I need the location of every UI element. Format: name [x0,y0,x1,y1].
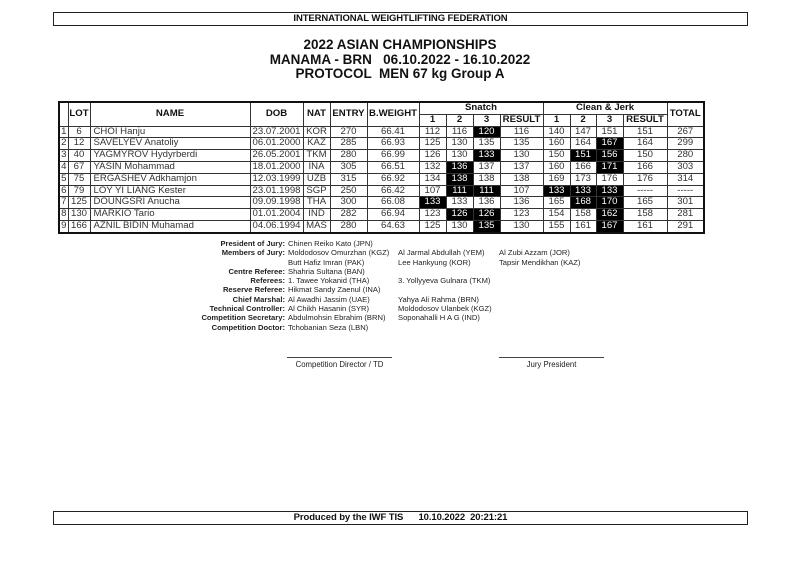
rank-cell: 9 [59,220,68,232]
snatch-attempt: 126 [419,150,446,162]
total-cell: 281 [667,209,704,221]
cj-attempt: 147 [570,126,596,138]
lot-cell: 166 [68,220,90,232]
cj-attempt: 154 [543,209,570,221]
bodyweight-cell: 66.93 [367,138,419,150]
snatch-attempt-failed: 111 [446,185,473,197]
official-role-label: Referees: [250,276,285,286]
official-name: Tapsir Mendikhan (KAZ) [499,257,581,267]
table-row [59,185,704,197]
cj-attempt-3-header: 3 [596,114,623,126]
name-cell: YAGMYROV Hydyrberdi [90,150,250,162]
snatch-attempt: 130 [446,150,473,162]
snatch-attempt-failed: 111 [473,185,500,197]
official-role-label: Reserve Referee: [222,285,285,295]
official-role-label: Chief Marshal: [232,294,285,304]
table-row [59,150,704,162]
snatch-attempt: 116 [446,126,473,138]
total-cell: 303 [667,161,704,173]
snatch-attempt-failed: 138 [446,173,473,185]
official-name: 3. Yollyyeva Gulnara (TKM) [398,276,491,286]
table-row [59,161,704,173]
lot-header: LOT [68,102,90,126]
lot-cell: 40 [68,150,90,162]
cj-attempt: 161 [570,220,596,232]
snatch-attempt: 107 [419,185,446,197]
name-cell: SAVELYEV Anatoliy [90,138,250,150]
cj-attempt: 151 [596,126,623,138]
snatch-result-cell: 137 [500,161,543,173]
rank-cell: 4 [59,161,68,173]
nat-cell: THA [303,197,330,209]
official-name: Al Awadhi Jassim (UAE) [288,294,370,304]
snatch-attempt-3-header: 3 [473,114,500,126]
cj-result-header: RESULT [623,114,667,126]
cj-attempt-failed: 168 [570,197,596,209]
snatch-attempt: 130 [446,138,473,150]
total-cell: ----- [667,185,704,197]
entry-cell: 305 [330,161,367,173]
bweight-header: B.WEIGHT [367,102,419,126]
bodyweight-cell: 66.42 [367,185,419,197]
cj-result-cell: 158 [623,209,667,221]
entry-cell: 250 [330,185,367,197]
official-name: Tchobanian Seza (LBN) [288,322,369,332]
table-row [59,138,704,150]
snatch-header: Snatch [419,102,543,114]
total-header: TOTAL [667,102,704,126]
nat-header: NAT [303,102,330,126]
snatch-attempt: 125 [419,138,446,150]
table-row [59,209,704,221]
cj-attempt-failed: 162 [596,209,623,221]
cj-result-cell: 161 [623,220,667,232]
footer-produced-by: Produced by the IWF TIS 10.10.2022 20:21:21 [53,511,748,525]
bodyweight-cell: 66.99 [367,150,419,162]
snatch-attempt-1-header: 1 [419,114,446,126]
official-name: Shahria Sultana (BAN) [288,266,365,276]
snatch-attempt-failed: 120 [473,126,500,138]
snatch-attempt-2-header: 2 [446,114,473,126]
snatch-result-cell: 138 [500,173,543,185]
dob-cell: 12.03.1999 [250,173,303,185]
nat-cell: TKM [303,150,330,162]
lot-cell: 125 [68,197,90,209]
cj-attempt-2-header: 2 [570,114,596,126]
cj-result-cell: 165 [623,197,667,209]
cj-attempt-failed: 170 [596,197,623,209]
name-cell: AZNIL BIDIN Muhamad [90,220,250,232]
official-name: Hikmat Sandy Zaenul (INA) [288,285,381,295]
cj-attempt: 150 [543,150,570,162]
cj-attempt: 160 [543,161,570,173]
name-cell: CHOI Hanju [90,126,250,138]
table-row [59,173,704,185]
dob-cell: 04.06.1994 [250,220,303,232]
official-name: Al Jarmal Abdullah (YEM) [398,248,485,258]
venue-dates: MANAMA - BRN 06.10.2022 - 16.10.2022 [269,51,531,67]
table-row [59,126,704,138]
total-cell: 280 [667,150,704,162]
entry-cell: 270 [330,126,367,138]
cj-attempt-failed: 171 [596,161,623,173]
cj-attempt: 160 [543,138,570,150]
official-name: Chinen Reiko Kato (JPN) [288,239,373,248]
competition-director-signature: Competition Director / TD [287,357,392,369]
bodyweight-cell: 66.94 [367,209,419,221]
event-title: 2022 ASIAN CHAMPIONSHIPS [303,37,497,52]
cj-attempt: 164 [570,138,596,150]
lot-cell: 12 [68,138,90,150]
name-cell: YASIN Mohammad [90,161,250,173]
cj-attempt-failed: 167 [596,138,623,150]
snatch-result-cell: 107 [500,185,543,197]
name-header: NAME [90,102,250,126]
snatch-result-cell: 130 [500,220,543,232]
dob-cell: 09.09.1998 [250,197,303,209]
total-cell: 291 [667,220,704,232]
cj-result-cell: 166 [623,161,667,173]
official-name: Butt Hafiz Imran (PAK) [288,257,365,267]
snatch-attempt: 134 [419,173,446,185]
snatch-result-cell: 116 [500,126,543,138]
cj-attempt-failed: 156 [596,150,623,162]
rank-cell: 8 [59,209,68,221]
rank-cell: 3 [59,150,68,162]
snatch-attempt-failed: 126 [446,209,473,221]
dob-cell: 06.01.2000 [250,138,303,150]
table-row [59,197,704,209]
lot-cell: 75 [68,173,90,185]
official-role-label: Technical Controller: [209,304,285,314]
nat-cell: UZB [303,173,330,185]
snatch-attempt-failed: 133 [419,197,446,209]
snatch-result-cell: 123 [500,209,543,221]
entry-cell: 280 [330,220,367,232]
name-cell: MARKIO Tario [90,209,250,221]
lot-cell: 6 [68,126,90,138]
dob-cell: 01.01.2004 [250,209,303,221]
rank-cell: 5 [59,173,68,185]
snatch-result-cell: 135 [500,138,543,150]
cj-attempt: 158 [570,209,596,221]
bodyweight-cell: 66.92 [367,173,419,185]
snatch-attempt-failed: 135 [473,220,500,232]
official-name: Moldodosov Ulanbek (KGZ) [398,304,492,314]
dob-cell: 23.07.2001 [250,126,303,138]
snatch-attempt: 112 [419,126,446,138]
snatch-attempt: 135 [473,138,500,150]
entry-cell: 285 [330,138,367,150]
bodyweight-cell: 66.41 [367,126,419,138]
snatch-attempt: 136 [473,197,500,209]
nat-cell: IND [303,209,330,221]
protocol-title: PROTOCOL MEN 67 kg Group A [295,66,505,81]
lot-cell: 67 [68,161,90,173]
cj-attempt: 169 [543,173,570,185]
snatch-attempt-failed: 136 [446,161,473,173]
snatch-result-header: RESULT [500,114,543,126]
nat-cell: KOR [303,126,330,138]
snatch-attempt: 123 [419,209,446,221]
dob-cell: 23.01.1998 [250,185,303,197]
snatch-result-cell: 130 [500,150,543,162]
snatch-attempt-failed: 133 [473,150,500,162]
entry-cell: 300 [330,197,367,209]
table-row [59,220,704,232]
snatch-result-cell: 136 [500,197,543,209]
cj-result-cell: 164 [623,138,667,150]
cj-attempt: 155 [543,220,570,232]
cj-attempt-failed: 151 [570,150,596,162]
official-role-label: Members of Jury: [221,248,285,258]
cj-result-cell: 176 [623,173,667,185]
name-cell: DOUNGSRI Anucha [90,197,250,209]
lot-cell: 130 [68,209,90,221]
cj-attempt: 165 [543,197,570,209]
snatch-attempt: 130 [446,220,473,232]
official-name: Lee Hankyung (KOR) [398,257,471,267]
rank-header [59,102,68,126]
snatch-attempt: 137 [473,161,500,173]
cj-attempt-failed: 133 [596,185,623,197]
nat-cell: KAZ [303,138,330,150]
official-name: Abdulmohsin Ebrahim (BRN) [288,313,386,323]
name-cell: LOY YI LIANG Kester [90,185,250,197]
name-cell: ERGASHEV Adkhamjon [90,173,250,185]
official-name: 1. Tawee Yokanid (THA) [288,276,370,286]
cj-attempt-failed: 167 [596,220,623,232]
official-name: Yahya Ali Rahma (BRN) [398,294,479,304]
cj-attempt: 166 [570,161,596,173]
official-role-label: Centre Referee: [228,266,285,276]
cj-result-cell: 150 [623,150,667,162]
total-cell: 299 [667,138,704,150]
total-cell: 301 [667,197,704,209]
cj-result-cell: ----- [623,185,667,197]
rank-cell: 1 [59,126,68,138]
official-name: Al Zubi Azzam (JOR) [499,248,570,258]
nat-cell: INA [303,161,330,173]
official-role-label: President of Jury: [220,239,285,248]
federation-header: INTERNATIONAL WEIGHTLIFTING FEDERATION [53,12,748,26]
snatch-attempt: 138 [473,173,500,185]
rank-cell: 2 [59,138,68,150]
dob-header: DOB [250,102,303,126]
nat-cell: MAS [303,220,330,232]
cj-attempt: 140 [543,126,570,138]
official-name: Al Chikh Hasanin (SYR) [288,304,370,314]
entry-cell: 282 [330,209,367,221]
bodyweight-cell: 64.63 [367,220,419,232]
cj-attempt-1-header: 1 [543,114,570,126]
dob-cell: 18.01.2000 [250,161,303,173]
snatch-attempt: 133 [446,197,473,209]
official-role-label: Competition Doctor: [211,322,285,332]
entry-cell: 315 [330,173,367,185]
rank-cell: 6 [59,185,68,197]
cj-attempt-failed: 133 [543,185,570,197]
cj-attempt: 176 [596,173,623,185]
cj-header: Clean & Jerk [543,102,667,114]
bodyweight-cell: 66.51 [367,161,419,173]
dob-cell: 26.05.2001 [250,150,303,162]
entry-cell: 280 [330,150,367,162]
entry-header: ENTRY [330,102,367,126]
snatch-attempt: 125 [419,220,446,232]
nat-cell: SGP [303,185,330,197]
cj-attempt: 173 [570,173,596,185]
results-table [58,101,705,234]
lot-cell: 79 [68,185,90,197]
total-cell: 267 [667,126,704,138]
snatch-attempt: 132 [419,161,446,173]
cj-attempt-failed: 133 [570,185,596,197]
total-cell: 314 [667,173,704,185]
official-name: Moldodosov Omurzhan (KGZ) [288,248,390,258]
official-role-label: Competition Secretary: [201,313,285,323]
official-name: Soponahalli H A G (IND) [398,313,480,323]
document-titles [0,38,800,82]
rank-cell: 7 [59,197,68,209]
snatch-attempt-failed: 126 [473,209,500,221]
cj-result-cell: 151 [623,126,667,138]
bodyweight-cell: 66.08 [367,197,419,209]
header-row-1 [59,102,704,114]
jury-president-signature: Jury President [499,357,604,369]
